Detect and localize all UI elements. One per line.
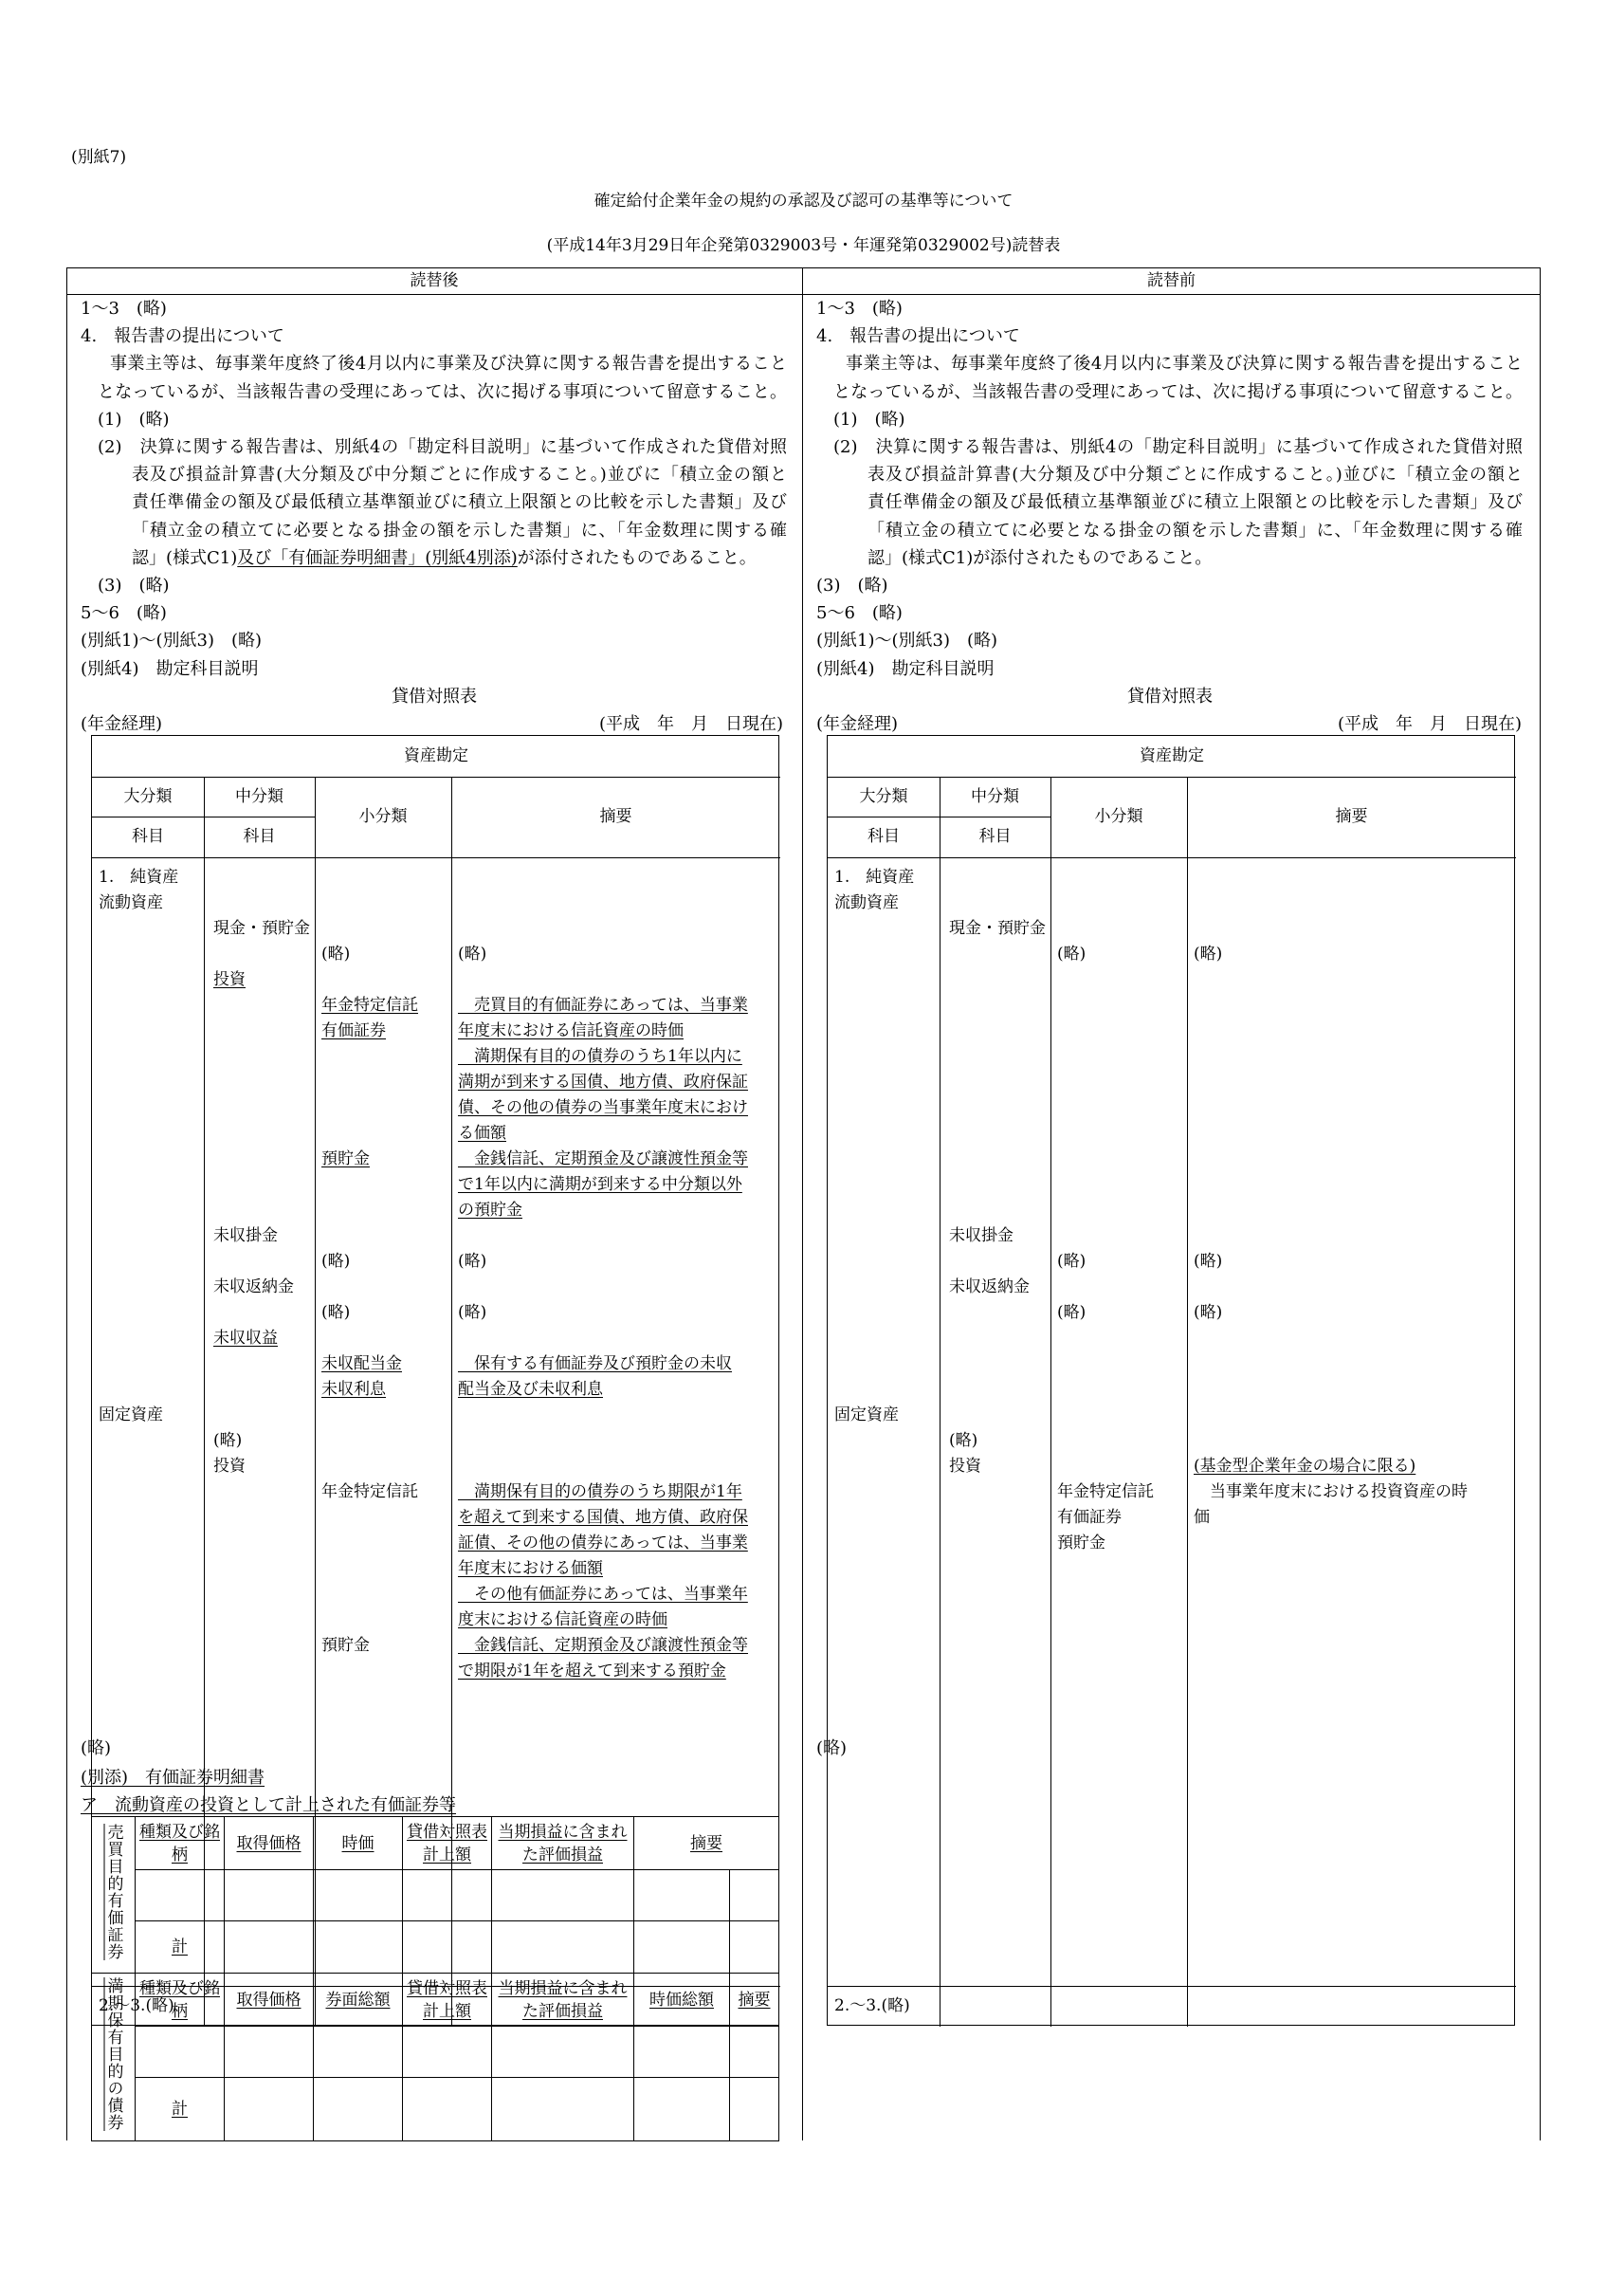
- section-label-held: [92, 1974, 136, 2141]
- header-cell-h-middle: 中分類: [235, 787, 283, 806]
- text-line: 表及び損益計算書(大分類及び中分類ごとに作成すること。)並びに「積立金の額と: [132, 465, 787, 486]
- account-entry: 1. 純資産: [99, 868, 179, 887]
- empty-cell: [136, 2027, 225, 2078]
- empty-cell: [403, 2027, 492, 2078]
- account-entry: (略): [1194, 1252, 1223, 1271]
- account-entry: 投資: [213, 1457, 246, 1476]
- column-header: [314, 1974, 403, 2027]
- account-entry: 年度末における信託資産の時価: [458, 1021, 684, 1040]
- account-entry: (略): [321, 945, 351, 964]
- empty-cell: [634, 1870, 730, 1921]
- annex-subtitle: ア 流動資産の投資として計上された有価証券等: [81, 1795, 456, 1815]
- account-entry: 1. 純資産: [834, 868, 915, 887]
- section-label-trading: [92, 1817, 136, 1974]
- column-header-text: 時価総額: [649, 1990, 714, 2010]
- annex-title: (別添) 有価証券明細書: [81, 1768, 265, 1788]
- text-line: 1～3 (略): [81, 299, 167, 319]
- document-title: 確定給付企業年金の規約の承認及び認可の基準等について: [593, 192, 1014, 211]
- empty-cell: [136, 1870, 225, 1921]
- omitted-note: (略): [816, 1738, 848, 1758]
- text-line: 5～6 (略): [816, 603, 903, 624]
- account-entry: 保有する有価証券及び預貯金の未収: [458, 1354, 732, 1373]
- account-entry: 年金特定信託: [321, 996, 418, 1015]
- empty-cell: [314, 1870, 403, 1921]
- header-cell-h-summary: 摘要: [1335, 807, 1368, 826]
- table-body: [92, 1817, 779, 2141]
- column-header: [225, 1974, 314, 2027]
- annex-label: (別紙7): [71, 148, 127, 167]
- document-subtitle: (平成14年3月29日年企発第0329003号・年運発第0329002号)読替表: [546, 236, 1061, 255]
- other-accounts-row: 2.～3.(略): [834, 1996, 910, 2015]
- account-entry: の預貯金: [458, 1201, 522, 1220]
- empty-cell: [225, 1921, 314, 1974]
- empty-cell: [492, 2078, 634, 2141]
- after-column: [66, 294, 802, 2140]
- empty-cell: [634, 2078, 730, 2141]
- text-segment: が添付されたものであること。: [517, 547, 757, 568]
- account-entry: 金銭信託、定期預金及び譲渡性預金等: [458, 1636, 748, 1655]
- account-entry: 当事業年度末における投資資産の時: [1194, 1482, 1468, 1501]
- account-entry: (略): [458, 945, 487, 964]
- as-of-date-label: (平成 年 月 日現在): [1337, 714, 1522, 734]
- column-header-text: 貸借対照表計上額: [407, 1822, 487, 1864]
- header-cell-h-middle: 中分類: [971, 787, 1019, 806]
- total-row: [92, 2078, 779, 2141]
- empty-cell: [730, 1870, 779, 1921]
- column-header: [403, 1817, 492, 1870]
- column-header-text: 取得価格: [236, 1990, 301, 2010]
- text-line: となっているが、当該報告書の受理にあっては、次に掲げる事項について留意すること。: [98, 381, 787, 402]
- header-cell-section: 資産勘定: [404, 746, 468, 765]
- column-header: [634, 1817, 779, 1870]
- column-line: [1050, 777, 1051, 2027]
- balance-sheet-title: 貸借対照表: [1127, 687, 1213, 707]
- account-entry: (略): [1194, 1303, 1223, 1322]
- account-entry: 現金・預貯金: [949, 919, 1046, 938]
- data-row: [92, 1870, 779, 1921]
- empty-cell: [403, 1921, 492, 1974]
- header-cell-h-minor: 小分類: [1094, 807, 1143, 826]
- account-entry: (略): [1057, 945, 1087, 964]
- column-header: [492, 1974, 634, 2027]
- text-line: 1～3 (略): [816, 299, 903, 319]
- text-line: 5～6 (略): [81, 603, 167, 624]
- account-entry: 固定資産: [834, 1405, 899, 1424]
- securities-detail-table: [91, 1816, 779, 2141]
- header-row: [92, 1817, 779, 1870]
- account-entry: 度末における信託資産の時価: [458, 1610, 667, 1629]
- text-line: (1) (略): [98, 409, 170, 430]
- account-entry: で1年以内に満期が到来する中分類以外: [458, 1175, 742, 1194]
- account-entry: 価: [1194, 1508, 1210, 1527]
- account-entry: 未収掛金: [213, 1226, 278, 1245]
- account-entry: (略): [1057, 1303, 1087, 1322]
- text-line: (別紙4) 勘定科目説明: [81, 658, 259, 679]
- empty-cell: [730, 1921, 779, 1974]
- column-header: [136, 1974, 225, 2027]
- row-line: [92, 857, 780, 858]
- empty-cell: [225, 2027, 314, 2078]
- text-line: 責任準備金の額及び最低積立基準額並びに積立上限額との比較を示した書類」及び: [132, 492, 787, 513]
- account-entry: 配当金及び未収利息: [458, 1380, 603, 1399]
- account-entry: 債、その他の債券の当事業年度末におけ: [458, 1098, 748, 1117]
- account-entry: (略): [458, 1303, 487, 1322]
- account-entry: 未収収益: [213, 1329, 278, 1348]
- account-entry: 投資: [213, 970, 246, 989]
- account-entry: 投資: [949, 1457, 981, 1476]
- balance-sheet-title: 貸借対照表: [392, 687, 477, 707]
- column-header-after: 読替後: [410, 271, 459, 290]
- total-row: [92, 1921, 779, 1974]
- text-line: 「積立金の積立てに必要となる掛金の額を示した書類」に、「年金数理に関する確: [132, 520, 787, 541]
- total-text: 計: [172, 1938, 188, 1956]
- account-entry: 年度末における価額: [458, 1559, 603, 1578]
- text-line: (別紙1)～(別紙3) (略): [81, 631, 263, 652]
- total-label: [136, 2078, 225, 2141]
- empty-cell: [492, 1921, 634, 1974]
- account-entry: 満期保有目的の債券のうち1年以内に: [458, 1047, 742, 1066]
- column-header-text: 時価: [341, 1833, 374, 1853]
- account-entry: 流動資産: [834, 893, 899, 912]
- account-entry: (略): [949, 1431, 978, 1450]
- text-segment: 認」(様式C1): [132, 547, 238, 568]
- header-cell-h-minor: 小分類: [358, 807, 408, 826]
- underlined-text: 及び「有価証券明細書」(別紙4別添): [237, 547, 518, 568]
- account-entry: 有価証券: [321, 1021, 386, 1040]
- account-entry: る価額: [458, 1124, 506, 1143]
- header-cell-section: 資産勘定: [1140, 746, 1204, 765]
- account-entry: (略): [321, 1303, 351, 1322]
- account-entry: (略): [321, 1252, 351, 1271]
- empty-cell: [634, 2027, 730, 2078]
- omitted-note: (略): [81, 1738, 112, 1758]
- balance-sheet-table: [827, 735, 1515, 2026]
- header-cell-h-account1: 科目: [132, 827, 164, 846]
- header-cell-h-summary: 摘要: [599, 807, 632, 826]
- account-entry: (略): [213, 1431, 243, 1450]
- empty-cell: [634, 1921, 730, 1974]
- account-entry: 未収返納金: [949, 1277, 1030, 1296]
- account-entry: (略): [1057, 1252, 1087, 1271]
- column-header-text: 種類及び銘柄: [139, 1822, 220, 1864]
- account-entry: 証債、その他の債券にあっては、当事業: [458, 1534, 748, 1552]
- account-entry: 年金特定信託: [321, 1482, 418, 1501]
- column-header: [314, 1817, 403, 1870]
- account-entry: (略): [1194, 945, 1223, 964]
- text-line: (3) (略): [816, 576, 888, 596]
- column-header: [136, 1817, 225, 1870]
- row-line: [828, 857, 1516, 858]
- header-cell-h-major: 大分類: [859, 787, 908, 806]
- empty-cell: [225, 1870, 314, 1921]
- empty-cell: [314, 2027, 403, 2078]
- account-entry: 預貯金: [321, 1636, 370, 1655]
- header-cell-h-account2: 科目: [978, 827, 1012, 846]
- column-header: [492, 1817, 634, 1870]
- account-entry: 満期が到来する国債、地方債、政府保証: [458, 1073, 748, 1092]
- account-entry: 現金・預貯金: [213, 919, 310, 938]
- account-entry: 預貯金: [1057, 1534, 1105, 1552]
- vertical-label: 満期保有目的の債券: [103, 1976, 123, 2131]
- text-line: 認」(様式C1)が添付されたものであること。: [867, 547, 1213, 568]
- empty-cell: [314, 2078, 403, 2141]
- account-entry: 未収利息: [321, 1380, 386, 1399]
- total-label: [136, 1921, 225, 1974]
- column-header: [403, 1974, 492, 2027]
- account-entry: 未収掛金: [949, 1226, 1014, 1245]
- header-row: [92, 1974, 779, 2027]
- account-entry: 金銭信託、定期預金及び譲渡性預金等: [458, 1149, 748, 1168]
- column-header-text: 取得価格: [236, 1833, 301, 1853]
- as-of-date-label: (平成 年 月 日現在): [598, 714, 783, 734]
- row-line: [828, 1986, 1516, 1987]
- other-accounts-row: 2.～3.(略): [99, 1996, 174, 2015]
- text-line: (別紙1)～(別紙3) (略): [816, 631, 998, 652]
- empty-cell: [314, 1921, 403, 1974]
- column-header-text: 当期損益に含まれた評価損益: [498, 1978, 628, 2021]
- column-header-text: 券面総額: [325, 1990, 391, 2010]
- text-line: (別紙4) 勘定科目説明: [816, 658, 995, 679]
- text-line: 4. 報告書の提出について: [81, 326, 284, 347]
- text-line: 「積立金の積立てに必要となる掛金の額を示した書類」に、「年金数理に関する確: [867, 520, 1523, 541]
- account-entry: 流動資産: [99, 893, 163, 912]
- account-entry: 年金特定信託: [1057, 1482, 1154, 1501]
- empty-cell: [730, 2027, 779, 2078]
- text-line: 4. 報告書の提出について: [816, 326, 1020, 347]
- account-entry: 未収配当金: [321, 1354, 402, 1373]
- empty-cell: [225, 2078, 314, 2141]
- column-header: [225, 1817, 314, 1870]
- empty-cell: [492, 1870, 634, 1921]
- text-line: 事業主等は、毎事業年度終了後4月以内に事業及び決算に関する報告書を提出すること: [846, 354, 1523, 375]
- accounting-unit-label: (年金経理): [81, 714, 163, 734]
- column-header-text: 摘要: [690, 1833, 722, 1853]
- account-entry: 預貯金: [321, 1149, 370, 1168]
- empty-cell: [492, 2027, 634, 2078]
- column-line: [1187, 777, 1188, 2027]
- header-cell-h-account1: 科目: [867, 827, 900, 846]
- column-header-text: 当期損益に含まれた評価損益: [498, 1822, 628, 1864]
- text-line: 責任準備金の額及び最低積立基準額並びに積立上限額との比較を示した書類」及び: [867, 492, 1523, 513]
- account-entry: 固定資産: [99, 1405, 163, 1424]
- account-entry: で期限が1年を超えて到来する預貯金: [458, 1662, 726, 1681]
- column-header-text: 種類及び銘柄: [139, 1978, 220, 2021]
- column-header-text: 摘要: [738, 1990, 771, 2010]
- before-column: [802, 294, 1541, 2140]
- text-line: (3) (略): [98, 576, 170, 596]
- accounting-unit-label: (年金経理): [816, 714, 899, 734]
- text-line: (1) (略): [833, 409, 905, 430]
- account-entry: 売買目的有価証券にあっては、当事業: [458, 996, 748, 1015]
- account-entry: 未収返納金: [213, 1277, 294, 1296]
- account-entry: (基金型企業年金の場合に限る): [1194, 1457, 1416, 1476]
- text-line: 事業主等は、毎事業年度終了後4月以内に事業及び決算に関する報告書を提出すること: [110, 354, 787, 375]
- vertical-label: 売買目的有価証券: [103, 1823, 123, 1960]
- column-header-before: 読替前: [1147, 271, 1196, 290]
- account-entry: (略): [458, 1252, 487, 1271]
- empty-cell: [403, 2078, 492, 2141]
- total-text: 計: [172, 2100, 188, 2119]
- text-line: (2) 決算に関する報告書は、別紙4の「勘定科目説明」に基づいて作成された貸借対照: [833, 437, 1523, 457]
- account-entry: を超えて到来する国債、地方債、政府保: [458, 1508, 748, 1527]
- column-header: [634, 1974, 730, 2027]
- account-entry: 有価証券: [1057, 1508, 1122, 1527]
- header-cell-h-account2: 科目: [243, 827, 276, 846]
- data-row: [92, 2027, 779, 2078]
- empty-cell: [730, 2078, 779, 2141]
- text-line: となっているが、当該報告書の受理にあっては、次に掲げる事項について留意すること。: [833, 381, 1523, 402]
- account-entry: その他有価証券にあっては、当事業年: [458, 1585, 748, 1604]
- header-cell-h-major: 大分類: [123, 787, 173, 806]
- text-line: [132, 544, 757, 572]
- column-header: [730, 1974, 779, 2027]
- column-header-text: 貸借対照表計上額: [407, 1978, 487, 2021]
- empty-cell: [403, 1870, 492, 1921]
- text-line: (2) 決算に関する報告書は、別紙4の「勘定科目説明」に基づいて作成された貸借対照: [98, 437, 787, 457]
- account-entry: 満期保有目的の債券のうち期限が1年: [458, 1482, 742, 1501]
- text-line: 表及び損益計算書(大分類及び中分類ごとに作成すること。)並びに「積立金の額と: [867, 465, 1523, 486]
